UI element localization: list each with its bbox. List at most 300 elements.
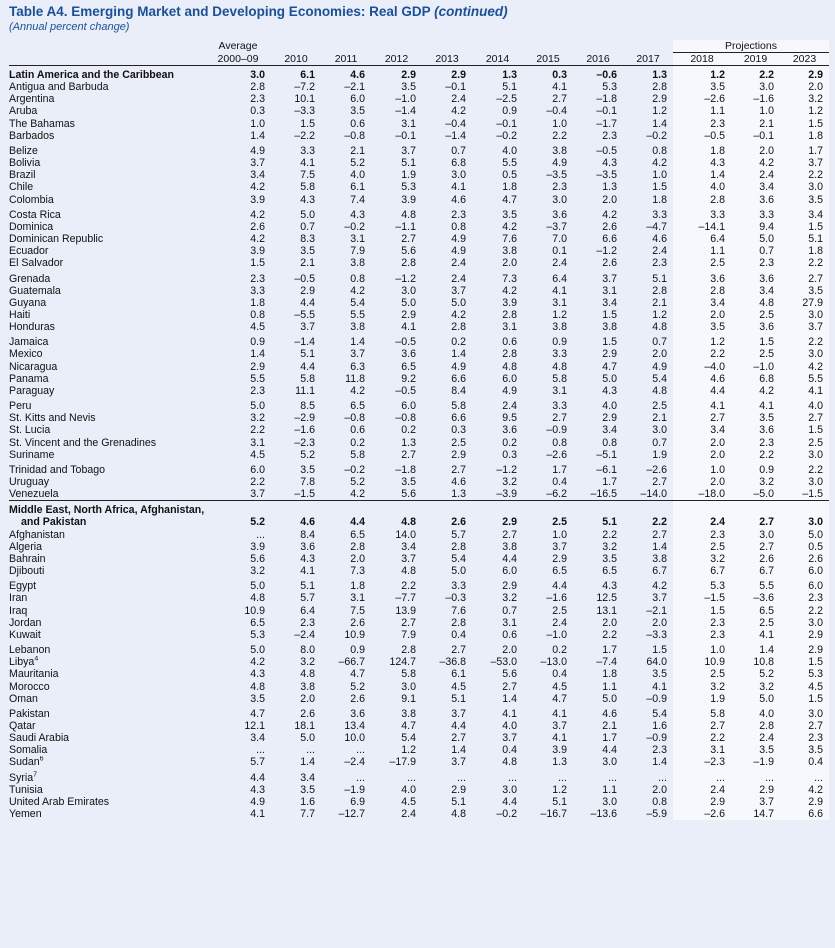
- value-cell: 3.1: [250, 436, 265, 449]
- value-cell: 4.3: [602, 384, 617, 397]
- value-cell: –5.1: [596, 448, 617, 461]
- value-cell: 2.5: [731, 348, 780, 360]
- value-cell: 6.8: [451, 157, 466, 170]
- country-row: [9, 181, 829, 193]
- value-cell: 5.5: [780, 373, 829, 385]
- value-cell: –1.2: [596, 245, 617, 258]
- value-cell: 4.1: [652, 680, 667, 693]
- value-cell: 7.9: [350, 245, 365, 258]
- country-row: [9, 245, 829, 257]
- row-label: [9, 756, 205, 768]
- value-cell: 6.4: [300, 604, 315, 617]
- value-cell: 3.0: [731, 81, 780, 93]
- value-cell: 5.0: [731, 233, 780, 245]
- value-cell: 2.3: [731, 257, 780, 269]
- value-cell: 4.0: [502, 144, 517, 157]
- value-cell: 1.5: [780, 424, 829, 436]
- value-cell: –0.4: [445, 117, 466, 130]
- value-cell: 2.3: [780, 592, 829, 604]
- value-cell: 1.5: [780, 693, 829, 705]
- value-cell: 5.7: [300, 592, 315, 605]
- value-cell: –1.0: [395, 93, 416, 106]
- value-cell: 1.7: [602, 476, 617, 488]
- row-label-text: Sudan: [9, 756, 40, 769]
- value-cell: [623, 501, 673, 517]
- year-header: 2010: [271, 53, 321, 66]
- row-label: [9, 784, 205, 796]
- value-cell: 2.8: [401, 257, 416, 270]
- value-cell: –0.8: [344, 129, 365, 142]
- row-label-text: Jamaica: [9, 336, 49, 349]
- value-cell: –0.8: [395, 412, 416, 425]
- value-cell: 6.7: [731, 565, 780, 577]
- value-cell: 5.2: [350, 476, 365, 488]
- row-label-text: Jordan: [9, 616, 42, 629]
- value-cell: 3.4: [731, 181, 780, 193]
- row-label-text: Libya: [9, 656, 35, 669]
- value-cell: 2.6: [451, 516, 466, 529]
- year-header: 2013: [422, 53, 472, 66]
- row-label-text: Grenada: [9, 272, 51, 285]
- value-cell: –7.4: [596, 656, 617, 669]
- value-cell: 1.4: [652, 540, 667, 553]
- row-label-text: Pakistan: [9, 707, 50, 720]
- value-cell: 2.1: [602, 719, 617, 732]
- value-cell: 4.7: [350, 668, 365, 681]
- value-cell: –3.3: [294, 105, 315, 118]
- value-cell: 2.9: [780, 66, 829, 82]
- row-label: [9, 194, 205, 206]
- row-label: [9, 285, 205, 297]
- country-row: [9, 656, 829, 668]
- value-cell: 5.0: [451, 296, 466, 309]
- value-cell: 3.9: [250, 245, 265, 258]
- value-cell: 4.8: [502, 756, 517, 769]
- value-cell: 2.2: [780, 169, 829, 181]
- row-label: [9, 705, 205, 720]
- value-cell: [472, 501, 523, 517]
- table-title: [9, 3, 835, 20]
- value-cell: –0.3: [445, 592, 466, 605]
- row-label: [9, 257, 205, 269]
- value-cell: 4.4: [451, 719, 466, 732]
- country-row: [9, 720, 829, 732]
- value-cell: 3.1: [502, 616, 517, 629]
- value-cell: 2.7: [451, 732, 466, 745]
- value-cell: 3.6: [300, 540, 315, 553]
- value-cell: 2.0: [350, 552, 365, 565]
- country-row: [9, 221, 829, 233]
- value-cell: 1.7: [780, 142, 829, 157]
- value-cell: 4.8: [401, 208, 416, 221]
- value-cell: 5.0: [602, 372, 617, 385]
- value-cell: 2.5: [673, 257, 731, 269]
- value-cell: 2.9: [602, 348, 617, 361]
- value-cell: 2.2: [401, 580, 416, 593]
- value-cell: 1.9: [401, 169, 416, 182]
- value-cell: 2.8: [652, 81, 667, 94]
- row-label: [9, 488, 205, 501]
- row-label-text: United Arab Emirates: [9, 795, 110, 808]
- value-cell: 4.0: [731, 705, 780, 720]
- country-row: [9, 130, 829, 142]
- value-cell: 2.7: [673, 412, 731, 424]
- value-cell: 2.5: [652, 400, 667, 413]
- row-label: [9, 309, 205, 321]
- value-cell: 1.1: [673, 105, 731, 117]
- value-cell: 0.2: [451, 336, 466, 349]
- value-cell: 3.1: [673, 744, 731, 756]
- value-cell: 2.3: [250, 93, 265, 106]
- value-cell: –0.5: [395, 336, 416, 349]
- value-cell: 2.5: [731, 309, 780, 321]
- value-cell: 2.5: [673, 668, 731, 680]
- value-cell: –3.5: [596, 169, 617, 182]
- value-cell: –2.6: [646, 463, 667, 476]
- value-cell: 2.5: [451, 436, 466, 449]
- value-cell: 3.3: [250, 284, 265, 297]
- country-row: [9, 617, 829, 629]
- value-cell: –5.5: [294, 308, 315, 321]
- value-cell: 1.8: [673, 142, 731, 157]
- value-cell: 3.0: [780, 516, 829, 528]
- value-cell: 3.6: [401, 348, 416, 361]
- value-cell: 1.2: [652, 308, 667, 321]
- value-cell: 2.1: [731, 118, 780, 130]
- row-label: [9, 668, 205, 680]
- value-cell: 3.7: [780, 321, 829, 333]
- value-cell: [422, 501, 472, 517]
- value-cell: 3.5: [250, 692, 265, 705]
- value-cell: –3.5: [546, 169, 567, 182]
- value-cell: 2.6: [300, 707, 315, 720]
- value-cell: 4.5: [780, 681, 829, 693]
- value-cell: 13.1: [596, 604, 617, 617]
- row-label-text: Honduras: [9, 321, 55, 334]
- value-cell: 1.3: [451, 488, 466, 501]
- value-cell: 2.7: [731, 541, 780, 553]
- value-cell: 1.8: [780, 130, 829, 142]
- value-cell: 2.5: [552, 516, 567, 529]
- value-cell: –2.9: [294, 412, 315, 425]
- row-label: [9, 424, 205, 436]
- value-cell: 2.8: [451, 616, 466, 629]
- value-cell: 3.3: [300, 144, 315, 157]
- value-cell: 1.1: [602, 783, 617, 796]
- value-cell: 3.0: [552, 193, 567, 206]
- row-label: [9, 693, 205, 705]
- footnote-marker: 7: [33, 771, 38, 779]
- country-row: [9, 424, 829, 436]
- value-cell: 3.7: [401, 144, 416, 157]
- value-cell: 0.7: [652, 436, 667, 449]
- value-cell: 2.7: [502, 680, 517, 693]
- value-cell: 6.8: [731, 373, 780, 385]
- value-cell: 3.7: [250, 157, 265, 170]
- value-cell: 5.2: [731, 668, 780, 680]
- value-cell: 4.2: [350, 488, 365, 501]
- value-cell: 2.6: [602, 257, 617, 270]
- value-cell: 3.2: [673, 681, 731, 693]
- value-cell: ...: [356, 744, 365, 757]
- value-cell: 2.7: [780, 720, 829, 732]
- row-label-text: and Pakistan: [21, 516, 87, 529]
- row-label-text: Middle East, North Africa, Afghanistan,: [9, 504, 205, 517]
- value-cell: 3.0: [401, 680, 416, 693]
- value-cell: 5.5: [502, 157, 517, 170]
- value-cell: 4.1: [552, 284, 567, 297]
- row-label-text: Saudi Arabia: [9, 732, 70, 745]
- value-cell: –1.8: [395, 463, 416, 476]
- value-cell: 1.3: [602, 181, 617, 194]
- country-row: [9, 206, 829, 221]
- value-cell: 5.0: [401, 296, 416, 309]
- country-row: [9, 93, 829, 105]
- row-label: [9, 297, 205, 309]
- value-cell: –5.9: [646, 808, 667, 821]
- row-label: [9, 385, 205, 397]
- value-cell: 4.3: [350, 208, 365, 221]
- value-cell: 2.4: [652, 245, 667, 258]
- row-label-text: Dominica: [9, 220, 54, 233]
- value-cell: 3.8: [300, 680, 315, 693]
- value-cell: 2.9: [673, 796, 731, 808]
- value-cell: 3.4: [602, 424, 617, 437]
- value-cell: 4.2: [250, 181, 265, 194]
- value-cell: 2.1: [300, 257, 315, 270]
- value-cell: –0.8: [344, 412, 365, 425]
- value-cell: 2.0: [652, 616, 667, 629]
- value-cell: 4.8: [250, 680, 265, 693]
- value-cell: 3.3: [552, 348, 567, 361]
- value-cell: 0.3: [502, 448, 517, 461]
- value-cell: –7.2: [294, 81, 315, 94]
- country-row: [9, 397, 829, 412]
- value-cell: –1.0: [731, 361, 780, 373]
- value-cell: 1.2: [673, 333, 731, 348]
- value-cell: 0.3: [451, 424, 466, 437]
- value-cell: 8.3: [300, 233, 315, 246]
- value-cell: 3.5: [300, 245, 315, 258]
- country-row: [9, 592, 829, 604]
- value-cell: 2.1: [652, 296, 667, 309]
- average-label: Average: [218, 40, 258, 53]
- value-cell: 4.5: [401, 795, 416, 808]
- country-row: [9, 461, 829, 476]
- value-cell: [673, 501, 731, 517]
- value-cell: –13.0: [540, 656, 567, 669]
- row-label-text: Oman: [9, 692, 38, 705]
- value-cell: 2.5: [552, 604, 567, 617]
- value-cell: 2.3: [250, 384, 265, 397]
- value-cell: 3.0: [401, 284, 416, 297]
- row-label-text: Trinidad and Tobago: [9, 463, 106, 476]
- country-row: [9, 194, 829, 206]
- value-cell: 1.7: [602, 644, 617, 657]
- value-cell: 0.9: [250, 336, 265, 349]
- value-cell: 5.0: [731, 693, 780, 705]
- country-row: [9, 233, 829, 245]
- value-cell: 2.7: [731, 516, 780, 528]
- value-cell: 2.0: [673, 437, 731, 449]
- value-cell: 3.5: [300, 463, 315, 476]
- value-cell: 3.3: [552, 400, 567, 413]
- value-cell: 3.8: [552, 321, 567, 334]
- value-cell: ...: [673, 769, 731, 784]
- value-cell: –2.6: [673, 93, 731, 105]
- country-row: [9, 605, 829, 617]
- value-cell: 4.8: [552, 360, 567, 373]
- value-cell: 2.0: [502, 257, 517, 270]
- value-cell: 6.0: [780, 577, 829, 592]
- row-label-text: Bolivia: [9, 157, 41, 170]
- value-cell: 2.6: [602, 220, 617, 233]
- row-label-text: Syria: [9, 771, 34, 784]
- value-cell: 4.3: [300, 193, 315, 206]
- value-cell: 9.5: [502, 412, 517, 425]
- value-cell: 0.5: [780, 541, 829, 553]
- row-label-text: Mauritania: [9, 668, 59, 681]
- value-cell: 2.9: [451, 448, 466, 461]
- value-cell: –14.1: [673, 221, 731, 233]
- value-cell: 1.3: [652, 69, 667, 81]
- value-cell: –5.0: [731, 488, 780, 501]
- footnote-marker: 4: [34, 656, 39, 663]
- year-header: 2011: [321, 53, 371, 66]
- row-label-text: Barbados: [9, 129, 55, 142]
- value-cell: 0.8: [652, 144, 667, 157]
- value-cell: 2.0: [602, 193, 617, 206]
- value-cell: 3.9: [250, 193, 265, 206]
- value-cell: 0.4: [552, 476, 567, 488]
- value-cell: 4.7: [552, 692, 567, 705]
- country-row: [9, 705, 829, 720]
- country-row: [9, 756, 829, 768]
- value-cell: 2.0: [731, 142, 780, 157]
- value-cell: –2.3: [294, 436, 315, 449]
- value-cell: 5.1: [502, 81, 517, 94]
- value-cell: 1.2: [552, 308, 567, 321]
- value-cell: 1.4: [300, 756, 315, 769]
- value-cell: –2.6: [673, 808, 731, 820]
- value-cell: 1.0: [731, 105, 780, 117]
- value-cell: 5.1: [401, 157, 416, 170]
- value-cell: 3.0: [780, 348, 829, 360]
- row-label: [9, 412, 205, 424]
- footnote-marker: 6: [39, 756, 44, 763]
- country-row: [9, 553, 829, 565]
- row-label-text: Costa Rica: [9, 208, 61, 221]
- country-row: [9, 577, 829, 592]
- value-cell: 2.8: [673, 285, 731, 297]
- value-cell: 0.7: [652, 336, 667, 349]
- value-cell: 3.1: [552, 296, 567, 309]
- country-row: [9, 157, 829, 169]
- value-cell: 5.1: [451, 795, 466, 808]
- value-cell: 3.2: [250, 565, 265, 578]
- value-cell: 2.3: [731, 437, 780, 449]
- value-cell: 2.9: [652, 93, 667, 106]
- value-cell: 3.5: [602, 552, 617, 565]
- row-label: [9, 437, 205, 449]
- value-cell: 6.0: [502, 372, 517, 385]
- value-cell: –0.1: [731, 130, 780, 142]
- value-cell: 5.2: [350, 157, 365, 170]
- value-cell: 6.0: [401, 400, 416, 413]
- value-cell: 2.7: [652, 528, 667, 541]
- value-cell: –1.6: [294, 424, 315, 437]
- value-cell: –2.4: [344, 756, 365, 769]
- country-row: [9, 348, 829, 360]
- row-label-text: Uruguay: [9, 476, 50, 488]
- value-cell: 2.2: [731, 66, 780, 82]
- row-label: [9, 577, 205, 592]
- value-cell: 2.7: [401, 616, 416, 629]
- value-cell: 1.6: [652, 719, 667, 732]
- value-cell: 2.9: [401, 308, 416, 321]
- country-row: [9, 449, 829, 461]
- value-cell: 2.2: [673, 732, 731, 744]
- value-cell: 4.6: [652, 233, 667, 246]
- country-row: [9, 437, 829, 449]
- value-cell: 4.4: [673, 385, 731, 397]
- row-label-text: Guyana: [9, 296, 47, 309]
- value-cell: 1.4: [250, 129, 265, 142]
- value-cell: 4.0: [350, 169, 365, 182]
- value-cell: 1.5: [652, 181, 667, 194]
- value-cell: 4.0: [401, 783, 416, 796]
- value-cell: 1.1: [673, 245, 731, 257]
- value-cell: 3.2: [731, 681, 780, 693]
- value-cell: 3.2: [300, 656, 315, 669]
- value-cell: 3.0: [780, 476, 829, 488]
- value-cell: 3.5: [652, 668, 667, 681]
- row-label-text: El Salvador: [9, 257, 64, 270]
- value-cell: 3.4: [250, 169, 265, 182]
- row-label: [9, 541, 205, 553]
- value-cell: 2.8: [502, 308, 517, 321]
- value-cell: 2.6: [250, 220, 265, 233]
- value-cell: 6.0: [250, 463, 265, 476]
- value-cell: 4.3: [602, 580, 617, 593]
- value-cell: 5.6: [502, 668, 517, 681]
- value-cell: 0.9: [731, 461, 780, 476]
- value-cell: 2.5: [780, 437, 829, 449]
- value-cell: –4.7: [646, 220, 667, 233]
- value-cell: 2.3: [602, 129, 617, 142]
- value-cell: 0.7: [731, 245, 780, 257]
- row-label-text: Iran: [9, 592, 28, 605]
- value-cell: 5.5: [350, 308, 365, 321]
- value-cell: 3.5: [780, 285, 829, 297]
- country-row: [9, 285, 829, 297]
- value-cell: 3.5: [731, 412, 780, 424]
- value-cell: 1.4: [451, 744, 466, 757]
- country-row: [9, 142, 829, 157]
- value-cell: 2.1: [350, 144, 365, 157]
- value-cell: 3.7: [451, 756, 466, 769]
- table-body: [9, 66, 829, 821]
- value-cell: 2.7: [652, 476, 667, 488]
- row-label: [9, 732, 205, 744]
- value-cell: 2.4: [451, 272, 466, 285]
- value-cell: ...: [780, 769, 829, 784]
- country-row: [9, 169, 829, 181]
- value-cell: 2.9: [250, 360, 265, 373]
- value-cell: 1.5: [602, 336, 617, 349]
- value-cell: 10.9: [344, 628, 365, 641]
- value-cell: 4.2: [731, 157, 780, 169]
